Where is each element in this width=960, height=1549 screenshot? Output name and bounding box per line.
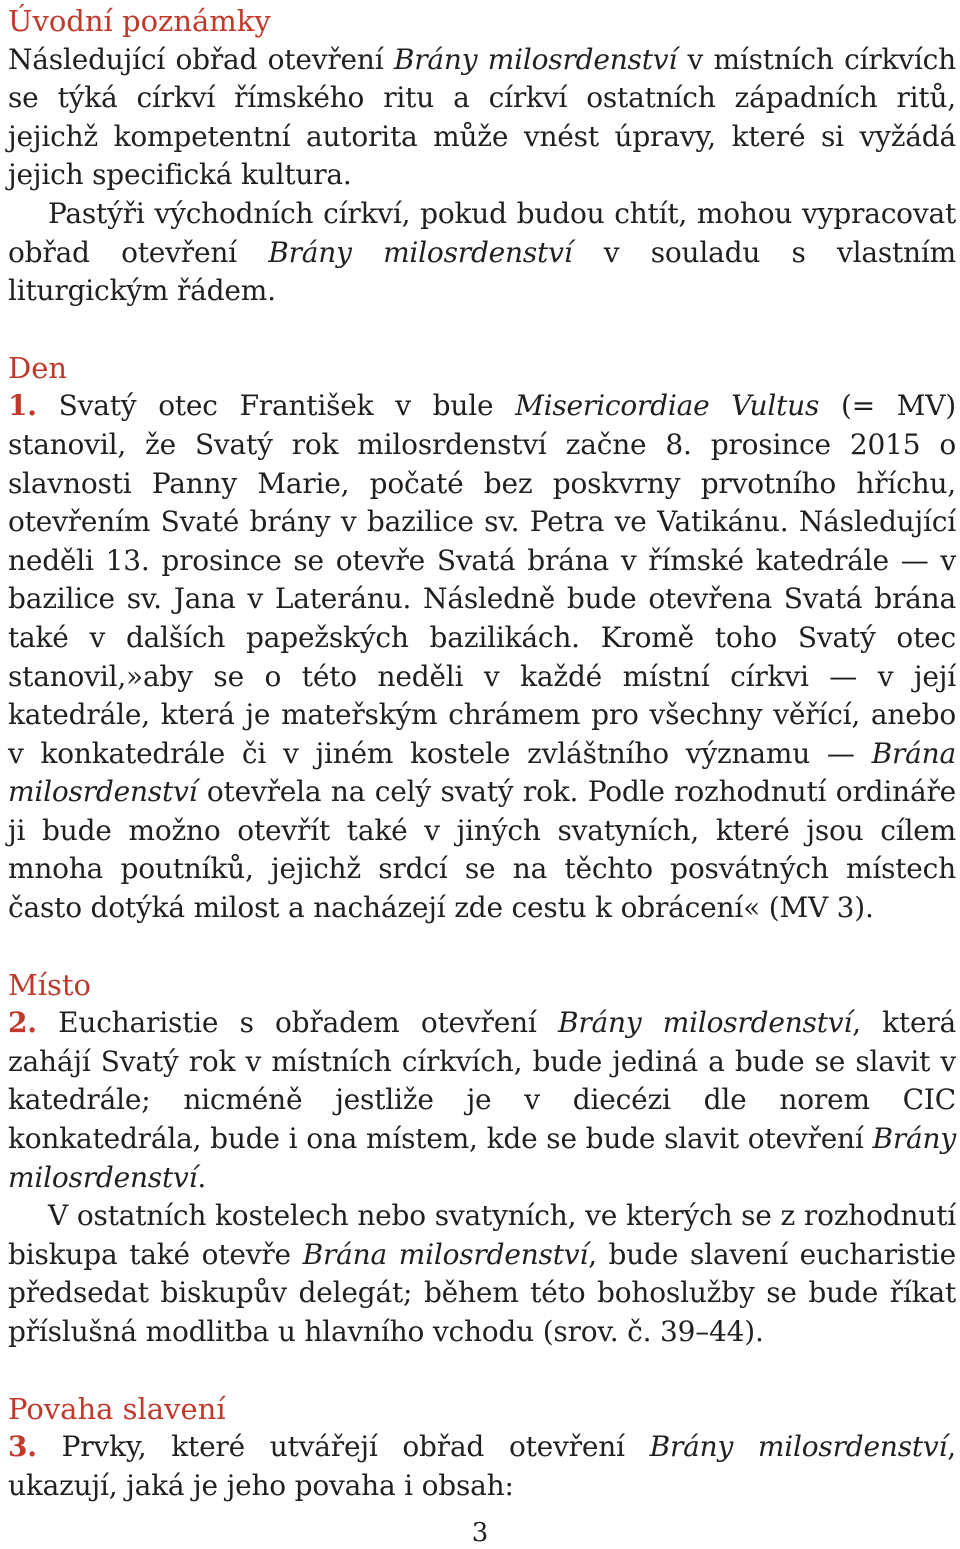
document-page	[8, 0, 956, 1505]
paragraph-number: 2.	[8, 1006, 37, 1040]
intro-paragraph-1: Následující obřad otevření Brány milosrdenství v místních církvích se týká církví římského ritu a církví ostatních západních ritů, jejichž kompetentní autorita může vnést úpravy, které si vyžádá jejich specifická kultura.	[8, 42, 956, 192]
misto-paragraph-2: V ostatních kostelech nebo svatyních, ve kterých se z rozhodnutí biskupa také otevře Brána milosrdenství, bude slavení eucharistie předsedat biskupův delegát; během této bohoslužby se bude říkat příslušná modlitba u hlavního vchodu (srov. č. 39–44).	[8, 1199, 956, 1348]
intro-paragraph-2: Pastýři východních církví, pokud budou chtít, mohou vypracovat obřad otevření Brány milosrdenství v souladu s vlastním liturgickým řádem.	[8, 196, 956, 308]
page-number: 3	[471, 1518, 489, 1548]
den-paragraph-1: 1. Svatý otec František v bule Misericordiae Vultus (= MV) stanovil, že Svatý rok milosrdenství začne 8. prosince 2015 o slavnosti Panny Marie, počaté bez poskvrny prvotního hříchu, otevřením Svaté brány v bazilice sv. Petra ve Vatikánu. Následující neděli 13. prosince se otevře Svatá brána v římské katedrále — v bazilice sv. Jana v Lateránu. Následně bude otevřena Svatá brána také v dalších papežských bazilikách. Kromě toho Svatý otec stanovil,»aby se o této neděli v každé místní církvi — v její katedrále, která je mateřským chrámem pro všechny věřící, anebo v konkatedrále či v jiném kostele zvláštního významu — Brána milosrdenství otevřela na celý svatý rok. Podle rozhodnutí ordináře ji bude možno otevřít také v jiných svatyních, které jsou cílem mnoha poutníků, jejichž srdcí se na těchto posvátných místech často dotýká milost a nacházejí zde cestu k obrácení« (MV 3).	[8, 389, 956, 925]
section-heading-povaha-slaveni: Povaha slavení	[8, 1391, 226, 1426]
povaha-paragraph-1: 3. Prvky, které utvářejí obřad otevření Brány milosrdenství, ukazují, jaká je jeho povaha i obsah:	[8, 1430, 956, 1502]
section-heading-den: Den	[8, 350, 68, 385]
paragraph-number: 3.	[8, 1430, 37, 1464]
section-heading-uvodni-poznamky: Úvodní poznámky	[8, 4, 271, 38]
misto-paragraph-1: 2. Eucharistie s obřadem otevření Brány milosrdenství, která zahájí Svatý rok v místních církvích, bude jediná a bude se slavit v katedrále; nicméně jestliže je v diecézi dle norem CIC konkatedrála, bude i ona místem, kde se bude slavit otevření Brány milosrdenství.	[8, 1006, 956, 1194]
paragraph-number: 1.	[8, 389, 37, 423]
section-heading-misto: Místo	[8, 967, 91, 1002]
